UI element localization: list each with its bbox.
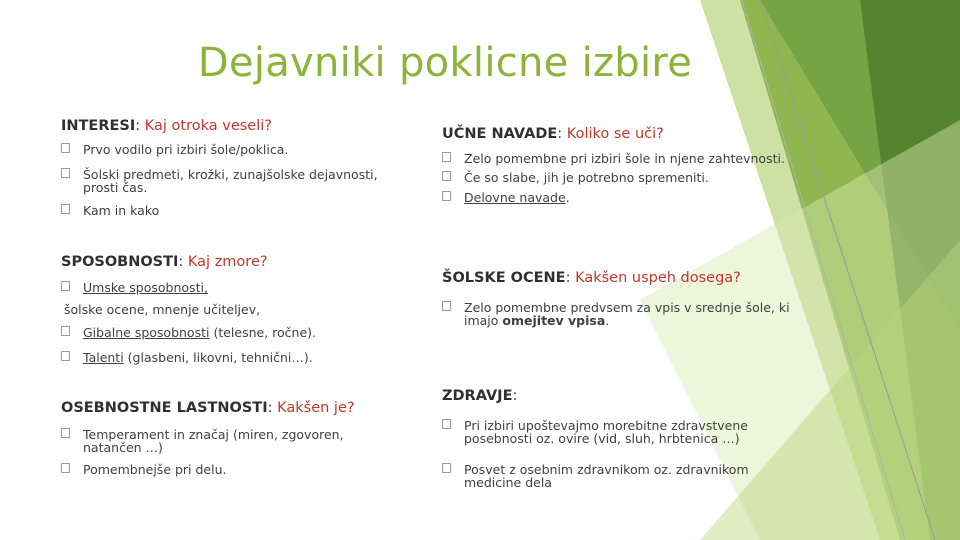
- list-item: Zelo pomembne predvsem za vpis v srednje šole, ki imajo omejitev vpisa.: [442, 301, 792, 327]
- bullet-icon: [442, 463, 451, 473]
- list-item: Pri izbiri upoštevajmo morebitne zdravstvene posebnosti oz. ovire (vid, sluh, hrbtenica …): [442, 419, 762, 445]
- list-item: Temperament in značaj (miren, zgovoren, natančen …): [61, 428, 361, 454]
- bullet-icon: [442, 191, 451, 201]
- list-item: Kam in kako: [61, 204, 401, 217]
- osebnostne-question: Kakšen je?: [277, 400, 355, 416]
- bullet-icon: [442, 419, 451, 429]
- bullet-icon: [61, 143, 70, 153]
- list-item: Če so slabe, jih je potrebno spremeniti.: [442, 171, 802, 184]
- list-item: Pomembnejše pri delu.: [61, 463, 361, 476]
- list-item: Zelo pomembne pri izbiri šole in njene zahtevnosti.: [442, 152, 802, 165]
- ucne-navade-heading: UČNE NAVADE: Koliko se uči?: [442, 126, 664, 142]
- solske-ocene-heading: ŠOLSKE OCENE: Kakšen uspeh dosega?: [442, 270, 741, 286]
- bullet-icon: [61, 168, 70, 178]
- list-item: Prvo vodilo pri izbiri šole/poklica.: [61, 143, 401, 156]
- interesi-label: INTERESI: [61, 118, 136, 134]
- sposobnosti-question: Kaj zmore?: [187, 254, 268, 270]
- sposobnosti-heading: SPOSOBNOSTI: Kaj zmore?: [61, 254, 268, 270]
- bullet-icon: [442, 171, 451, 181]
- solske-ocene-question: Kakšen uspeh dosega?: [575, 270, 741, 286]
- interesi-heading: INTERESI: Kaj otroka veseli?: [61, 118, 272, 134]
- zdravje-label: ZDRAVJE: [442, 388, 513, 404]
- slide-title: Dejavniki poklicne izbire: [197, 40, 693, 86]
- osebnostne-heading: OSEBNOSTNE LASTNOSTI: Kakšen je?: [61, 400, 355, 416]
- bullet-icon: [61, 428, 70, 438]
- solske-ocene-label: ŠOLSKE OCENE: [442, 270, 566, 286]
- bullet-icon: [61, 326, 70, 336]
- ucne-navade-label: UČNE NAVADE: [442, 126, 558, 142]
- list-item: Posvet z osebnim zdravnikom oz. zdravnikom medicine dela: [442, 463, 762, 489]
- bullet-icon: [61, 204, 70, 214]
- bullet-icon: [442, 152, 451, 162]
- list-item: Delovne navade.: [442, 191, 802, 204]
- interesi-question: Kaj otroka veseli?: [144, 118, 272, 134]
- sposobnosti-label: SPOSOBNOSTI: [61, 254, 179, 270]
- osebnostne-label: OSEBNOSTNE LASTNOSTI: [61, 400, 268, 416]
- list-item: Šolski predmeti, krožki, zunajšolske dejavnosti, prosti čas.: [61, 168, 401, 194]
- zdravje-heading: ZDRAVJE:: [442, 388, 518, 404]
- list-item: Gibalne sposobnosti (telesne, ročne).: [61, 326, 401, 339]
- list-item: Talenti (glasbeni, likovni, tehnični…).: [61, 351, 401, 364]
- plain-line: šolske ocene, mnenje učiteljev,: [64, 302, 261, 317]
- bullet-icon: [61, 281, 70, 291]
- bullet-icon: [442, 301, 451, 311]
- list-item: Umske sposobnosti,: [61, 281, 401, 294]
- ucne-navade-question: Koliko se uči?: [566, 126, 664, 142]
- bullet-icon: [61, 463, 70, 473]
- bullet-icon: [61, 351, 70, 361]
